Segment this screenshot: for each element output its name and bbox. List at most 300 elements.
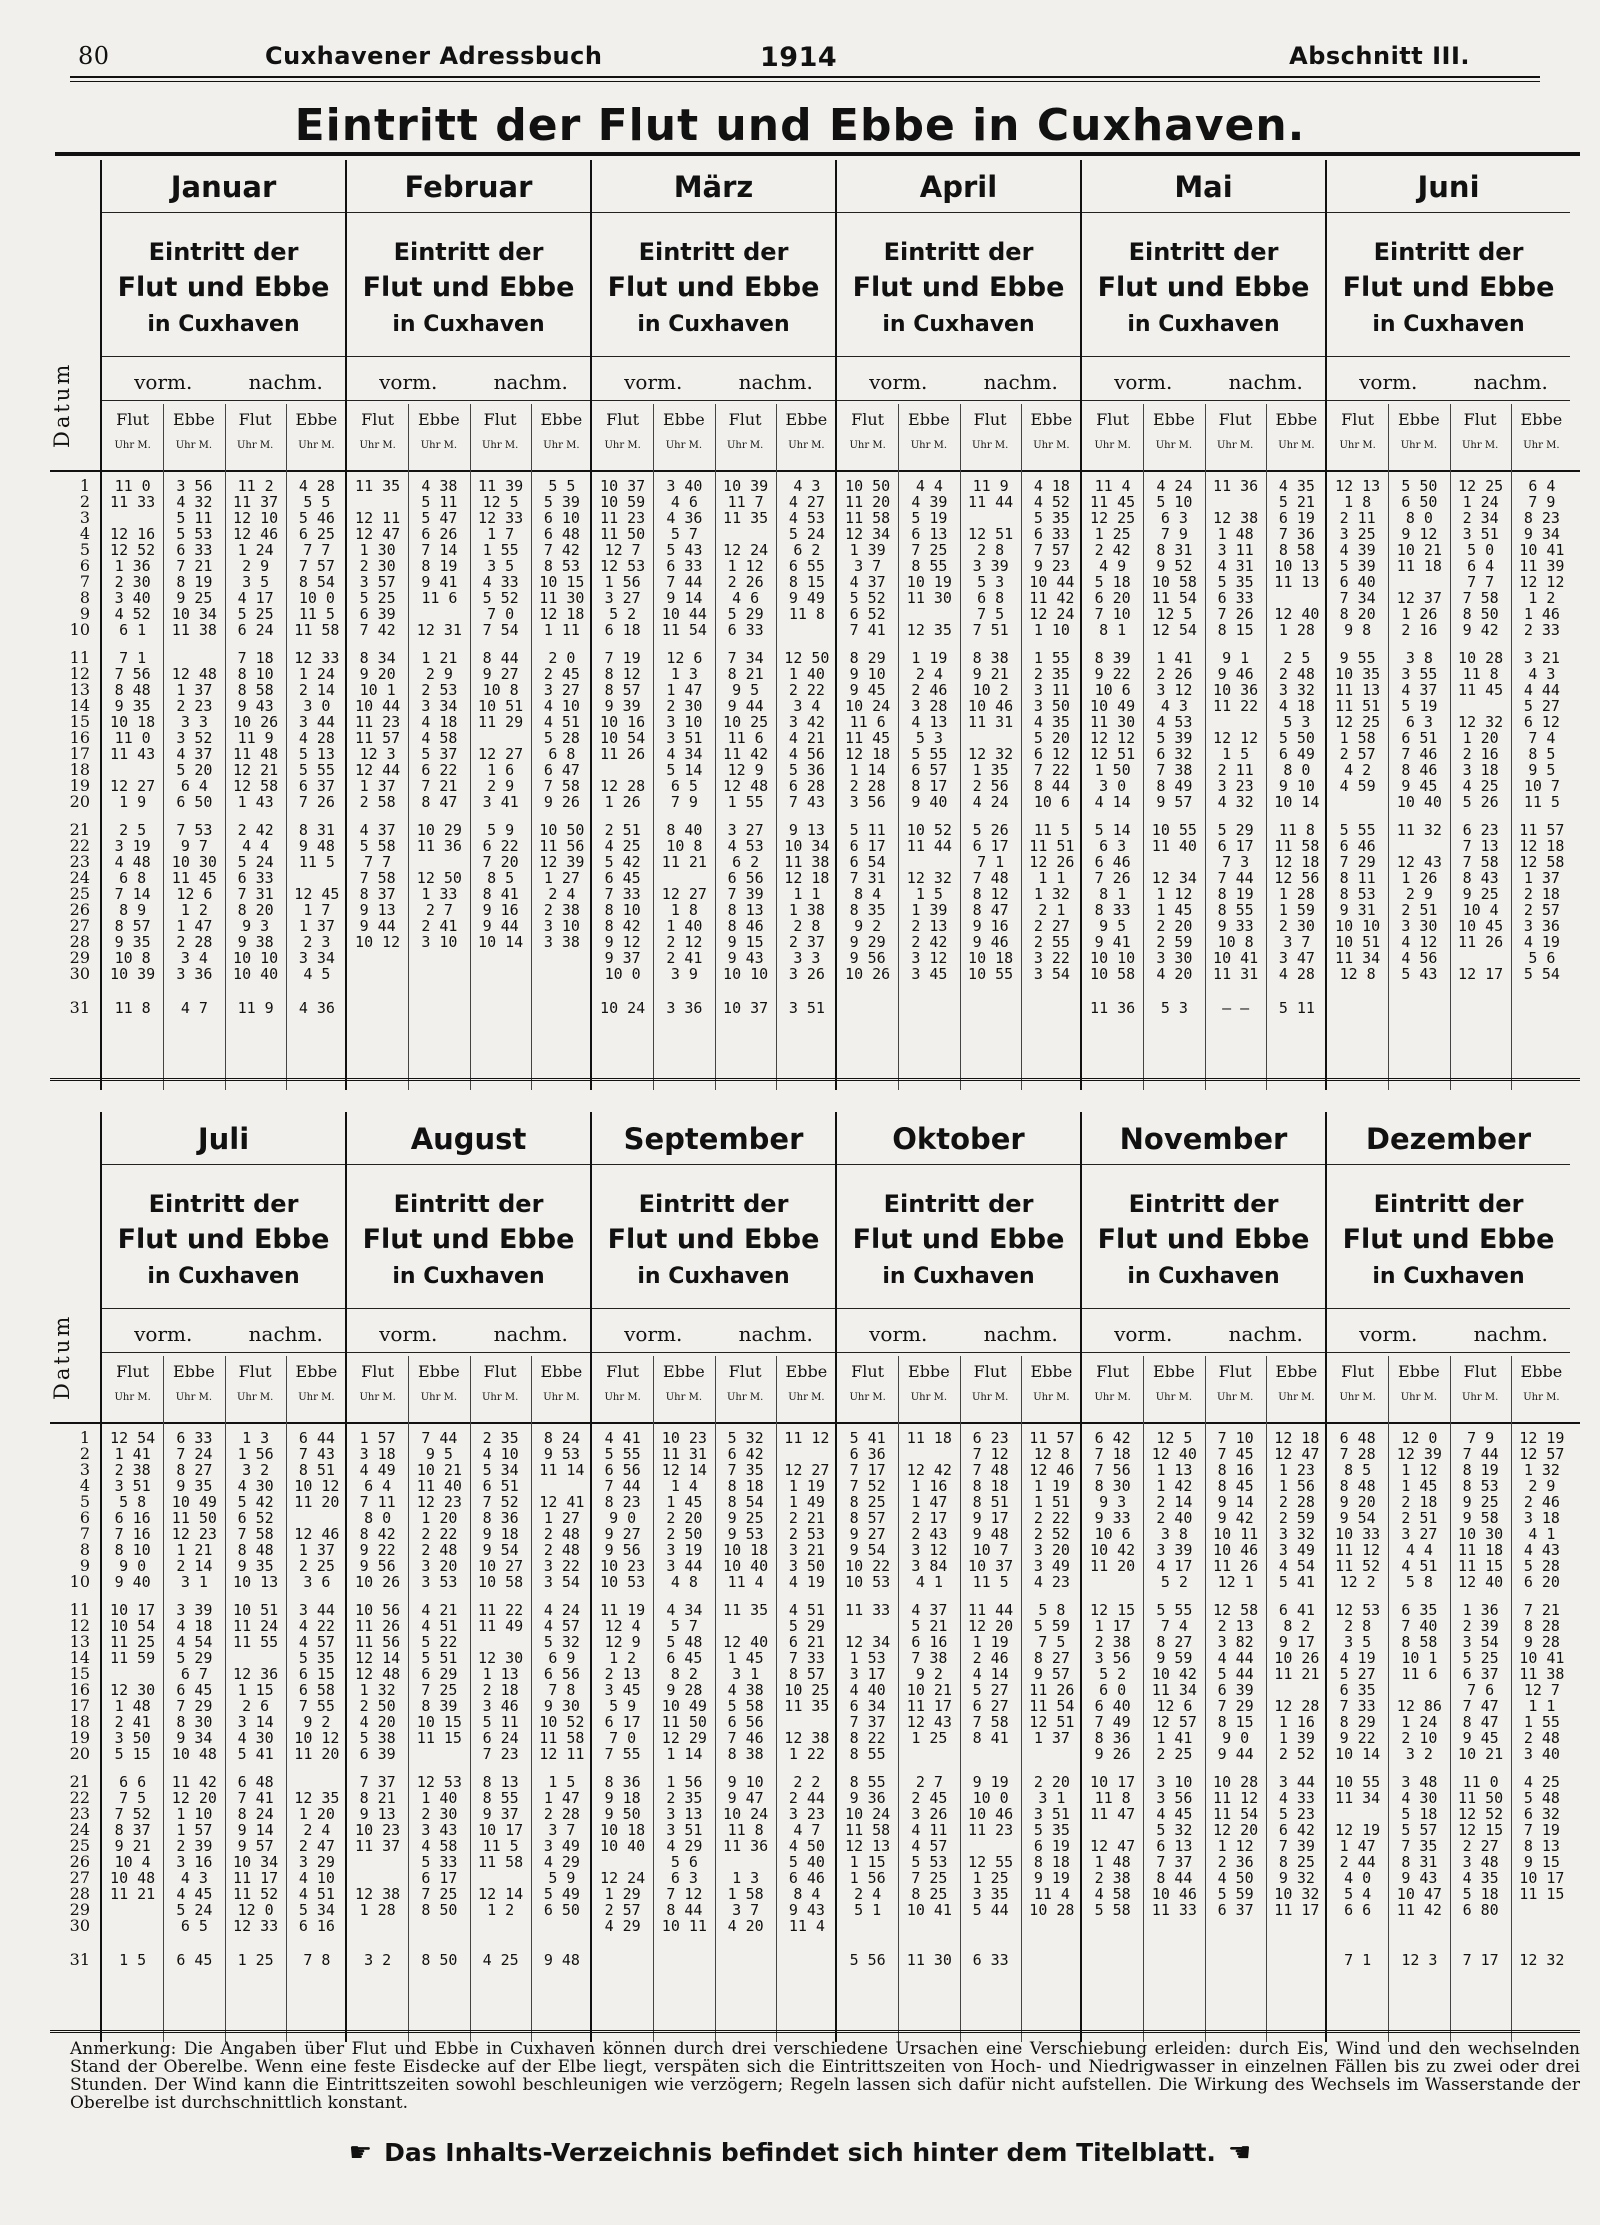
time-cell: 6 22 <box>421 762 458 778</box>
time-cell: 7 31 <box>849 870 886 886</box>
time-cell: 5 53 <box>911 1854 948 1870</box>
column-values <box>1022 1430 1082 1968</box>
time-cell: 10 14 <box>478 934 524 950</box>
time-cell: 1 14 <box>849 762 886 778</box>
time-cell: 1 7 <box>487 526 515 542</box>
flut-column <box>592 404 653 1090</box>
time-cell: 10 24 <box>845 698 891 714</box>
time-cell: 11 57 <box>355 730 401 746</box>
time-cell <box>1327 1000 1388 1016</box>
time-cell: 10 23 <box>600 1558 646 1574</box>
nachm-label: nachm. <box>1473 370 1548 394</box>
time-cell: 2 44 <box>1339 1854 1376 1870</box>
time-cell: 4 7 <box>793 1822 821 1838</box>
time-cell: 7 29 <box>1339 854 1376 870</box>
time-cell: 6 52 <box>237 1510 274 1526</box>
time-cell: 2 9 <box>425 666 453 682</box>
time-cell: 6 25 <box>298 526 335 542</box>
time-cell: 8 16 <box>1217 1462 1254 1478</box>
time-cell: 1 37 <box>359 778 396 794</box>
time-cell <box>1082 1918 1143 1934</box>
ebbe-column <box>408 404 469 1090</box>
time-cell: 8 0 <box>364 1510 392 1526</box>
time-cell: 12 27 <box>784 1462 830 1478</box>
time-cell: 2 42 <box>1094 542 1131 558</box>
time-cell: 12 20 <box>171 1790 217 1806</box>
time-cell: 2 27 <box>1033 918 1070 934</box>
time-cell: 2 13 <box>911 918 948 934</box>
time-cell: 6 10 <box>543 510 580 526</box>
time-cell: 10 0 <box>972 1790 1009 1806</box>
time-cell: 3 51 <box>666 730 703 746</box>
time-cell: 4 52 <box>114 606 151 622</box>
time-cell: 7 37 <box>359 1774 396 1790</box>
time-cell: 1 2 <box>180 902 208 918</box>
time-cell: 1 57 <box>359 1430 396 1446</box>
time-cell: 8 58 <box>1401 1634 1438 1650</box>
day-number: 3 <box>79 1460 90 1479</box>
time-cell: 8 44 <box>666 1902 703 1918</box>
time-cell: 5 9 <box>548 1870 576 1886</box>
ebbe-column <box>1021 1356 1082 2042</box>
time-cell: 11 9 <box>237 730 274 746</box>
time-cell: 4 45 <box>176 1886 213 1902</box>
time-cell: 12 12 <box>1090 730 1136 746</box>
time-cell: 6 12 <box>1523 714 1560 730</box>
time-cell: 9 0 <box>609 1510 637 1526</box>
time-cell: 1 29 <box>604 1886 641 1902</box>
table-jul-dec <box>50 1112 1580 2042</box>
time-cell: 1 51 <box>1033 1494 1070 1510</box>
time-cell: 2 38 <box>114 1462 151 1478</box>
day-number: 27 <box>69 916 90 935</box>
time-cell: 4 13 <box>911 714 948 730</box>
time-cell: 8 31 <box>298 822 335 838</box>
time-cell: 3 28 <box>911 698 948 714</box>
unit-header: Uhr M. <box>1523 1392 1560 1403</box>
time-cell: 9 53 <box>727 1526 764 1542</box>
time-cell: 10 28 <box>1458 650 1504 666</box>
time-cell: 2 51 <box>604 822 641 838</box>
flut-header: Flut <box>973 410 1007 429</box>
unit-header: Uhr M. <box>1155 1392 1192 1403</box>
time-cell: 9 44 <box>359 918 396 934</box>
time-cell: 9 14 <box>1217 1494 1254 1510</box>
time-cell: 3 53 <box>421 1574 458 1590</box>
time-cell: 3 30 <box>1401 918 1438 934</box>
time-cell: 1 37 <box>1033 1730 1070 1746</box>
time-cell: 9 16 <box>972 918 1009 934</box>
time-cell: 1 28 <box>359 1902 396 1918</box>
time-cell: 2 3 <box>303 934 331 950</box>
time-cell: 3 54 <box>1033 966 1070 982</box>
unit-header: Uhr M. <box>604 440 641 451</box>
time-cell: 1 17 <box>1094 1618 1131 1634</box>
time-cell: 8 24 <box>543 1430 580 1446</box>
time-cell: 7 26 <box>298 794 335 810</box>
time-cell: 9 50 <box>604 1806 641 1822</box>
time-cell: 5 3 <box>1283 714 1311 730</box>
time-cell: 11 6 <box>727 730 764 746</box>
time-cell: 11 4 <box>1094 478 1131 494</box>
time-cell: 12 18 <box>845 746 891 762</box>
time-cell: 12 20 <box>968 1618 1014 1634</box>
time-cell <box>1206 494 1266 510</box>
time-cell: 1 14 <box>666 1746 703 1762</box>
time-cell: 4 27 <box>788 494 825 510</box>
time-cell: 6 8 <box>119 870 147 886</box>
time-cell: 8 48 <box>114 682 151 698</box>
time-cell: 8 0 <box>1405 510 1433 526</box>
time-cell: 6 33 <box>237 870 274 886</box>
time-cell: 11 8 <box>1094 1790 1131 1806</box>
time-cell: 10 30 <box>171 854 217 870</box>
time-cell: 4 24 <box>972 794 1009 810</box>
time-cell: 10 40 <box>233 966 279 982</box>
time-cell: 3 23 <box>788 1806 825 1822</box>
time-cell: 5 28 <box>1523 1558 1560 1574</box>
time-cell <box>1144 1918 1204 1934</box>
time-cell <box>1512 1000 1572 1016</box>
day-number: 24 <box>69 868 90 887</box>
time-cell: 6 36 <box>849 1446 886 1462</box>
time-cell <box>226 1650 286 1666</box>
time-cell: 11 17 <box>906 1698 952 1714</box>
time-cell: 6 32 <box>1156 746 1193 762</box>
nachm-label: nachm. <box>248 370 323 394</box>
time-cell: 2 9 <box>1528 1478 1556 1494</box>
time-cell: 4 10 <box>298 1870 335 1886</box>
time-cell: 3 5 <box>1344 1634 1372 1650</box>
time-cell: 2 13 <box>1217 1618 1254 1634</box>
time-cell: 8 18 <box>972 1478 1009 1494</box>
time-cell: 4 34 <box>666 1602 703 1618</box>
column-values <box>1144 1430 1204 1968</box>
time-cell: 3 19 <box>114 838 151 854</box>
time-cell: 10 30 <box>1458 1526 1504 1542</box>
month-mai <box>1080 160 1325 1090</box>
time-cell: 1 56 <box>849 1870 886 1886</box>
time-cell <box>961 1000 1021 1016</box>
time-cell: 12 18 <box>784 870 830 886</box>
time-cell: 6 42 <box>1094 1430 1131 1446</box>
time-cell: 1 40 <box>666 918 703 934</box>
unit-header: Uhr M. <box>910 1392 947 1403</box>
time-cell: 3 11 <box>1033 682 1070 698</box>
time-cell: 8 33 <box>1094 902 1131 918</box>
time-cell: 7 56 <box>114 666 151 682</box>
time-cell: 12 46 <box>1029 1462 1075 1478</box>
time-cell: 10 18 <box>110 714 156 730</box>
time-cell: 9 55 <box>1339 650 1376 666</box>
time-cell: 7 5 <box>977 606 1005 622</box>
time-cell: 4 12 <box>1401 934 1438 950</box>
time-cell: 7 56 <box>1094 1462 1131 1478</box>
rule <box>1082 400 1325 401</box>
time-cell: 8 18 <box>1033 1854 1070 1870</box>
time-cell: 9 40 <box>114 1574 151 1590</box>
time-cell: 5 29 <box>176 1650 213 1666</box>
rule <box>1082 212 1325 213</box>
time-cell: 4 59 <box>1339 778 1376 794</box>
unit-header: Uhr M. <box>1278 440 1315 451</box>
vorm-label: vorm. <box>1114 1322 1173 1346</box>
time-cell: 4 29 <box>543 1854 580 1870</box>
time-cell: 1 49 <box>788 1494 825 1510</box>
time-cell: 11 8 <box>114 1000 151 1016</box>
time-cell: 8 53 <box>543 558 580 574</box>
time-cell: 4 8 <box>670 1574 698 1590</box>
time-cell: 2 10 <box>1401 1730 1438 1746</box>
time-cell: 10 50 <box>539 822 585 838</box>
heading-line-1: Eintritt der <box>393 238 544 266</box>
time-cell: 6 40 <box>1094 1698 1131 1714</box>
time-cell: 3 50 <box>114 1730 151 1746</box>
unit-header: Uhr M. <box>1462 1392 1499 1403</box>
time-cell: 7 35 <box>1401 1838 1438 1854</box>
time-cell: 6 50 <box>543 1902 580 1918</box>
time-cell: 2 9 <box>242 558 270 574</box>
time-cell: 9 5 <box>1099 918 1127 934</box>
nachm-label: nachm. <box>493 370 568 394</box>
time-cell: 7 33 <box>788 1650 825 1666</box>
time-cell: 4 20 <box>359 1714 396 1730</box>
time-cell: 3 21 <box>1523 650 1560 666</box>
time-cell: 11 25 <box>110 1634 156 1650</box>
time-cell: 6 28 <box>788 778 825 794</box>
time-cell: 3 44 <box>298 714 335 730</box>
column-values <box>347 1430 408 1968</box>
time-cell <box>471 1870 531 1886</box>
time-cell: 3 19 <box>666 1542 703 1558</box>
time-cell: 5 42 <box>604 854 641 870</box>
rule <box>592 356 835 357</box>
time-cell: 11 5 <box>298 606 335 622</box>
time-cell: 2 40 <box>1156 1510 1193 1526</box>
time-cell: 11 50 <box>1458 1790 1504 1806</box>
unit-header: Uhr M. <box>1155 440 1192 451</box>
time-cell: 11 36 <box>1090 1000 1136 1016</box>
time-cell: 9 25 <box>1462 1494 1499 1510</box>
time-cell: 10 44 <box>355 698 401 714</box>
day-number: 8 <box>79 1540 90 1559</box>
time-cell: 6 45 <box>176 1682 213 1698</box>
time-cell: 1 40 <box>421 1790 458 1806</box>
time-cell: 4 24 <box>1156 478 1193 494</box>
time-cell: 6 23 <box>1462 822 1499 838</box>
time-cell: 11 2 <box>237 478 274 494</box>
time-cell: 9 56 <box>359 1558 396 1574</box>
ebbe-column <box>653 404 714 1090</box>
time-cell: 4 51 <box>543 714 580 730</box>
heading-line-3: in Cuxhaven <box>392 312 545 337</box>
footer-note <box>0 2138 1600 2168</box>
time-cell: 6 37 <box>1217 1902 1254 1918</box>
time-cell <box>1389 1682 1449 1698</box>
time-cell: 11 4 <box>727 1574 764 1590</box>
time-cell: 4 51 <box>421 1618 458 1634</box>
unit-header: Uhr M. <box>1217 1392 1254 1403</box>
time-cell: 11 20 <box>294 1494 340 1510</box>
time-cell: 12 14 <box>661 1462 707 1478</box>
time-cell: 7 43 <box>298 1446 335 1462</box>
time-cell: 12 27 <box>110 778 156 794</box>
time-cell: 7 43 <box>788 794 825 810</box>
time-cell: 3 44 <box>298 1602 335 1618</box>
column-values <box>592 478 653 1016</box>
column-values <box>347 478 408 1016</box>
time-cell: 6 15 <box>298 1666 335 1682</box>
time-cell: 12 48 <box>171 666 217 682</box>
time-cell: 12 30 <box>110 1682 156 1698</box>
time-cell: 1 1 <box>1038 870 1066 886</box>
time-cell: 6 8 <box>977 590 1005 606</box>
nachm-label: nachm. <box>493 1322 568 1346</box>
time-cell: 11 30 <box>539 590 585 606</box>
time-cell: 8 35 <box>849 902 886 918</box>
rule <box>1082 1164 1325 1165</box>
time-cell: 9 47 <box>727 1790 764 1806</box>
time-cell: 9 43 <box>788 1902 825 1918</box>
time-cell: 9 46 <box>972 934 1009 950</box>
time-cell: 3 25 <box>1339 526 1376 542</box>
column-values <box>654 1430 714 1968</box>
time-cell: 9 57 <box>1033 1666 1070 1682</box>
time-cell: 4 51 <box>788 1602 825 1618</box>
time-cell: 4 51 <box>298 1886 335 1902</box>
time-cell: 7 29 <box>176 1698 213 1714</box>
time-cell: 4 18 <box>1033 478 1070 494</box>
time-cell: 4 35 <box>1462 1870 1499 1886</box>
book-title: Cuxhavener Adressbuch <box>265 42 603 70</box>
time-cell: 1 10 <box>176 1806 213 1822</box>
time-cell: 6 34 <box>849 1698 886 1714</box>
time-cell: 3 56 <box>849 794 886 810</box>
time-cell: 8 57 <box>114 918 151 934</box>
time-cell: 10 58 <box>1090 966 1136 982</box>
time-cell: 12 13 <box>845 1838 891 1854</box>
heading-line-3: in Cuxhaven <box>1372 1264 1525 1289</box>
time-cell: 4 54 <box>1278 1558 1315 1574</box>
time-cell: 10 41 <box>1519 542 1565 558</box>
unit-header: Uhr M. <box>237 440 274 451</box>
time-cell <box>532 1918 592 1934</box>
time-cell: 1 24 <box>298 666 335 682</box>
time-cell: 4 21 <box>788 730 825 746</box>
time-cell: 8 15 <box>1217 622 1254 638</box>
day-number: 7 <box>79 572 90 591</box>
column-values <box>899 1430 959 1968</box>
time-cell: 9 48 <box>543 1952 580 1968</box>
time-cell: 8 13 <box>727 902 764 918</box>
time-cell: 4 53 <box>1156 714 1193 730</box>
heading-line-2: Flut und Ebbe <box>362 272 575 303</box>
time-cell: 5 41 <box>849 1430 886 1446</box>
ebbe-header: Ebbe <box>1030 410 1073 429</box>
time-cell: 11 50 <box>661 1714 707 1730</box>
vorm-label: vorm. <box>134 1322 193 1346</box>
time-cell: 2 30 <box>1278 918 1315 934</box>
time-cell: 9 28 <box>1523 1634 1560 1650</box>
flut-header: Flut <box>1096 410 1130 429</box>
day-numbers <box>50 1430 90 1968</box>
day-number: 19 <box>69 776 90 795</box>
time-cell: 6 49 <box>1278 746 1315 762</box>
time-cell: 10 23 <box>661 1430 707 1446</box>
time-cell <box>347 966 408 982</box>
time-cell: 5 1 <box>854 1902 882 1918</box>
day-number: 4 <box>79 1476 90 1495</box>
time-cell: 10 12 <box>294 1730 340 1746</box>
rule <box>102 400 345 401</box>
day-number: 10 <box>69 1572 90 1591</box>
time-cell: 4 14 <box>972 1666 1009 1682</box>
time-cell: 9 23 <box>1033 558 1070 574</box>
column-values <box>654 478 714 1016</box>
time-cell: 12 12 <box>1213 730 1259 746</box>
time-cell: 11 21 <box>661 854 707 870</box>
column-values <box>226 1430 286 1968</box>
time-cell: 3 35 <box>972 1886 1009 1902</box>
time-cell: 5 21 <box>1278 494 1315 510</box>
time-cell: 4 28 <box>298 730 335 746</box>
time-cell <box>102 1666 163 1682</box>
time-cell: 12 3 <box>1401 1952 1438 1968</box>
time-cell: 8 31 <box>1401 1854 1438 1870</box>
time-cell: 8 45 <box>1217 1478 1254 1494</box>
time-cell: 7 7 <box>364 854 392 870</box>
flut-column <box>1205 1356 1266 2042</box>
day-number: 18 <box>69 1712 90 1731</box>
table-bottom-rule <box>50 1078 1580 1081</box>
time-cell: 5 50 <box>1278 730 1315 746</box>
time-cell: 8 54 <box>727 1494 764 1510</box>
time-cell: 12 54 <box>1151 622 1197 638</box>
ebbe-column <box>1266 404 1327 1090</box>
time-cell: 2 5 <box>1283 650 1311 666</box>
time-cell: 7 5 <box>1038 1634 1066 1650</box>
column-values <box>287 1430 347 1968</box>
time-cell: 3 55 <box>1401 666 1438 682</box>
time-cell: 8 41 <box>482 886 519 902</box>
time-cell: 12 34 <box>1151 870 1197 886</box>
time-cell: 11 8 <box>1462 666 1499 682</box>
time-cell: 12 40 <box>1151 1446 1197 1462</box>
time-cell: 12 55 <box>968 1854 1014 1870</box>
time-cell: 1 13 <box>482 1666 519 1682</box>
unit-header: Uhr M. <box>972 1392 1009 1403</box>
time-cell: 7 24 <box>176 1446 213 1462</box>
column-values <box>164 478 224 1016</box>
time-cell: 11 48 <box>233 746 279 762</box>
time-cell: 6 52 <box>849 606 886 622</box>
heading-line-2: Flut und Ebbe <box>852 272 1065 303</box>
time-cell: 6 27 <box>972 1698 1009 1714</box>
time-cell: 7 20 <box>482 854 519 870</box>
time-cell <box>1082 1574 1143 1590</box>
time-cell: 11 17 <box>1274 1902 1320 1918</box>
column-values <box>1267 478 1327 1016</box>
day-number: 28 <box>69 1884 90 1903</box>
time-cell: 9 57 <box>1156 794 1193 810</box>
time-cell <box>592 762 653 778</box>
month-name: Juni <box>1417 170 1480 204</box>
time-cell: 10 36 <box>1213 682 1259 698</box>
time-cell: 2 42 <box>237 822 274 838</box>
time-cell: 10 33 <box>1335 1526 1381 1542</box>
time-cell: 3 34 <box>298 950 335 966</box>
time-cell: 10 11 <box>661 1918 707 1934</box>
